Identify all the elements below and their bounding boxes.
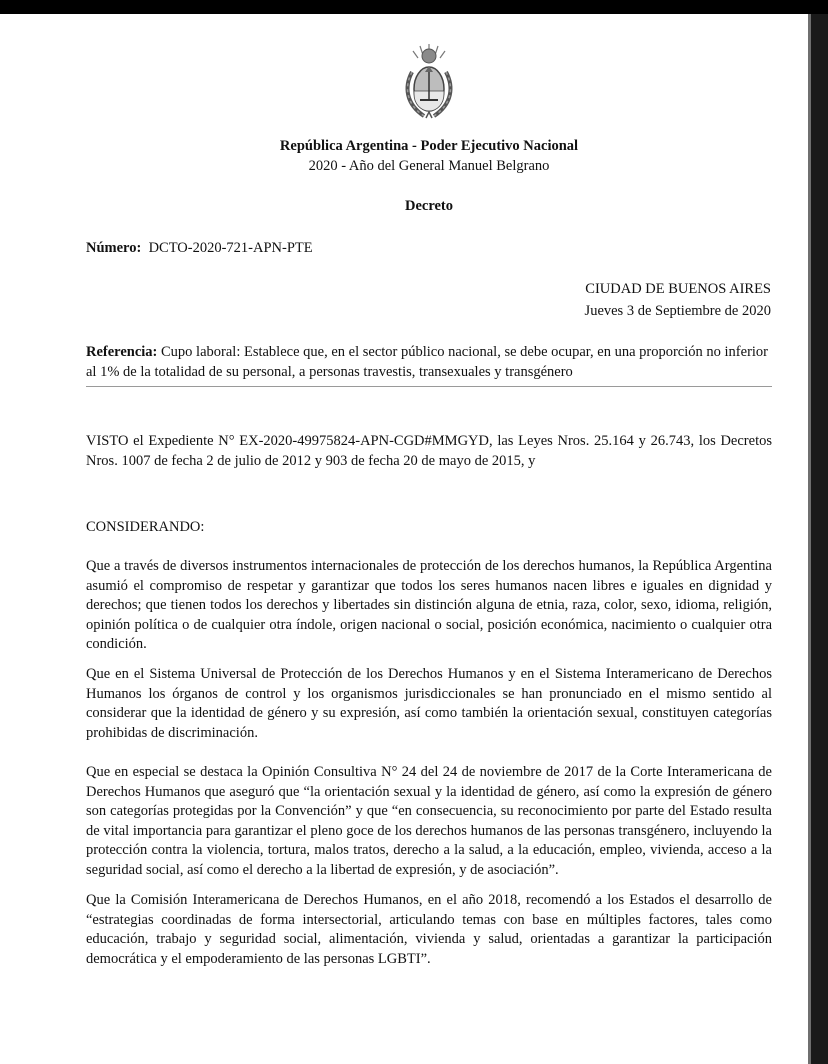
paragraph-4: Que la Comisión Interamericana de Derechos Humanos, en el año 2018, recomendó a los Estados el desarrollo de “estrategias coordinadas de forma intersectorial, articulando temas con base en múltiples factores, tales como educación, trabajo y seguridad social, alimentación, vivienda y salud, orientadas a garantizar la participación democrática y el empoderamiento de las personas LGBTI”. [86,892,772,967]
paragraph-2: Que en el Sistema Universal de Protección de los Derechos Humanos y en el Sistema Interamericano de Derechos Humanos los órganos de control y los organismos jurisdiccionales se han pronunciado en el mismo sentido al considerar que la identidad de género y su expresión, así como también la orientación sexual, constituyen categorías prohibidas de discriminación. [86,666,772,741]
reference-text: Cupo laboral: Establece que, en el sector público nacional, se debe ocupar, en una proporción no inferior al 1% de la totalidad de su personal, a personas travestis, transexuales y transgénero [86,344,769,380]
header-divider [86,386,772,387]
document-number-value: DCTO-2020-721-APN-PTE [148,240,313,256]
paragraph-1: Que a través de diversos instrumentos internacionales de protección de los derechos humanos, la República Argentina asumió el compromiso de respetar y garantizar que todos los seres humanos nacen libres e iguales en dignidad y derechos; que tienen todos los derechos y libertades sin distinción alguna de etnia, raza, color, sexo, idioma, religión, opinión política o de cualquier otra índole, origen nacional o social, posición económica, nacimiento o cualquier otra condición. [86,558,772,653]
header-title: República Argentina - Poder Ejecutivo Nacional [279,138,579,154]
document-place: CIUDAD DE BUENOS AIRES [585,281,771,297]
header-subtitle: 2020 - Año del General Manuel Belgrano [308,158,550,174]
document-type: Decreto [404,198,454,214]
visto-paragraph: VISTO el Expediente N° EX-2020-49975824-APN-CGD#MMGYD, las Leyes Nros. 25.164 y 26.743, los Decretos Nros. 1007 de fecha 2 de julio de 2012 y 903 de fecha 20 de mayo de 2015, y [86,433,772,469]
considerando-heading: CONSIDERANDO: [86,519,205,535]
paragraph-3: Que en especial se destaca la Opinión Consultiva N° 24 del 24 de noviembre de 2017 de la Corte Interamericana de Derechos Humanos que aseguró que “la orientación sexual y la identidad de género, así como la expresión de género son categorías protegidas por la Convención” y que “en consecuencia, su reconocimiento por parte del Estado resulta de vital importancia para garantizar el pleno goce de los derechos humanos de las personas transgénero, incluyendo la protección contra la violencia, tortura, malos tratos, derecho a la salud, a la educación, empleo, vivienda, acceso a la seguridad social, así como el derecho a la libertad de expresión, y de asociación”. [86,764,772,878]
reference-label: Referencia: [86,344,158,360]
document-reference [86,342,772,382]
coat-of-arms-icon [402,42,456,122]
document-number-label: Número: [86,240,142,256]
document-date: Jueves 3 de Septiembre de 2020 [584,303,771,319]
document-number [86,240,313,257]
top-frame-bar [0,0,828,14]
